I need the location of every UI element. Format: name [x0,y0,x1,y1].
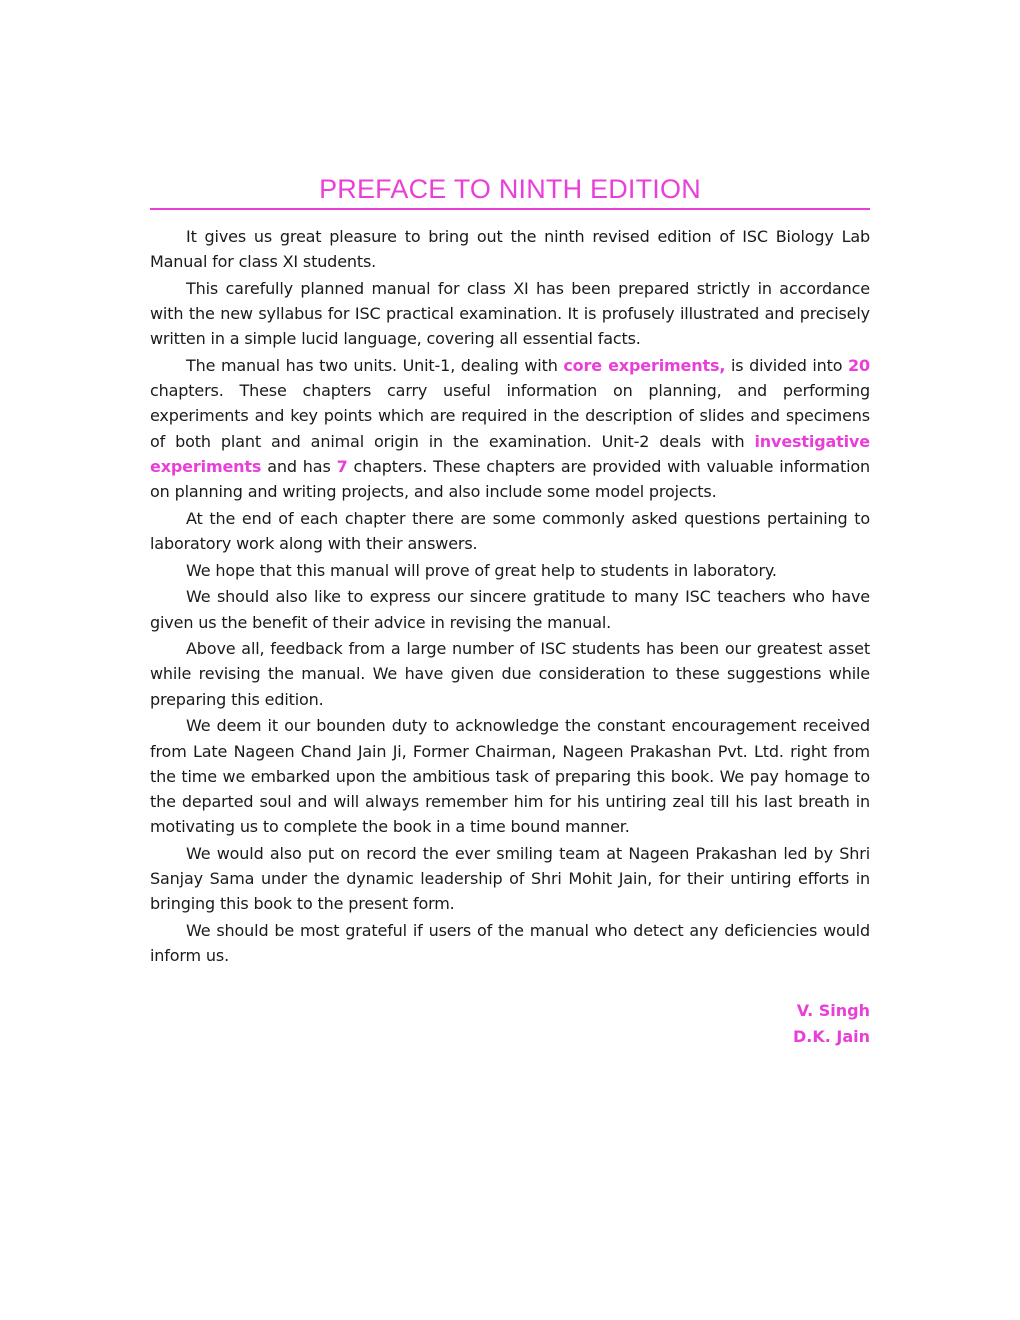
paragraph-2: This carefully planned manual for class XI has been prepared strictly in accordance with the new syllabus for ISC practical examination. It is profusely illustrated and precisely written in a simple lucid language, covering all essential facts. [150,278,870,349]
paragraph-3-text-2: is divided into [725,356,849,376]
signature-block [150,998,870,1050]
paragraph-3-text-5: chapters. These chapters are provided with valuable information on planning and writing projects, and also include some model projects. [150,456,870,502]
title-underline [150,172,870,210]
paragraph-3-text-4: and has [261,456,337,476]
paragraph-8: We deem it our bounden duty to acknowledge the constant encouragement received from Late Nageen Chand Jain Ji, Former Chairman, Nageen Prakashan Pvt. Ltd. right from the time we embarked upon the ambitious task of preparing this book. We pay homage to the departed soul and will always remember him for his untiring zeal till his last breath in motivating us to complete the book in a time bound manner. [150,716,870,837]
preface-page [150,172,870,1050]
highlight-chapter-count-unit-2: 7 [336,456,348,476]
paragraph-3-text-3: chapters. These chapters carry useful information on planning, and performing experiments and key points which are required in the description of slides and specimens of both plant and animal origin in the examination. Unit-2 deals with [150,381,870,451]
paragraph-9: We would also put on record the ever smiling team at Nageen Prakashan led by Shri Sanjay Sama under the dynamic leadership of Shri Mohit Jain, for their untiring efforts in bringing this book to the present form. [150,843,870,914]
highlight-core-experiments: core experiments, [563,356,726,376]
paragraph-7: Above all, feedback from a large number of ISC students has been our greatest asset while revising the manual. We have given due consideration to these suggestions while preparing this edition. [150,639,870,709]
signature-v-singh: V. Singh [796,1001,870,1021]
paragraph-3 [150,353,870,504]
page-title: PREFACE TO NINTH EDITION [319,174,701,204]
paragraph-5: We hope that this manual will prove of great help to students in laboratory. [186,560,777,580]
paragraph-4: At the end of each chapter there are some commonly asked questions pertaining to laboratory work along with their answers. [150,508,870,553]
paragraph-10: We should be most grateful if users of the manual who detect any deficiencies would inform us. [150,920,870,966]
signature-dk-jain: D.K. Jain [792,1027,870,1047]
paragraph-3-text-1: The manual has two units. Unit-1, dealing with [186,356,564,376]
paragraph-6: We should also like to express our sincere gratitude to many ISC teachers who have given us the benefit of their advice in revising the manual. [150,587,870,632]
highlight-chapter-count-unit-1: 20 [848,356,870,376]
paragraph-1: It gives us great pleasure to bring out the ninth revised edition of ISC Biology Lab Manual for class XI students. [150,227,870,272]
highlight-investigative-experiments: investigative experiments [150,431,870,476]
